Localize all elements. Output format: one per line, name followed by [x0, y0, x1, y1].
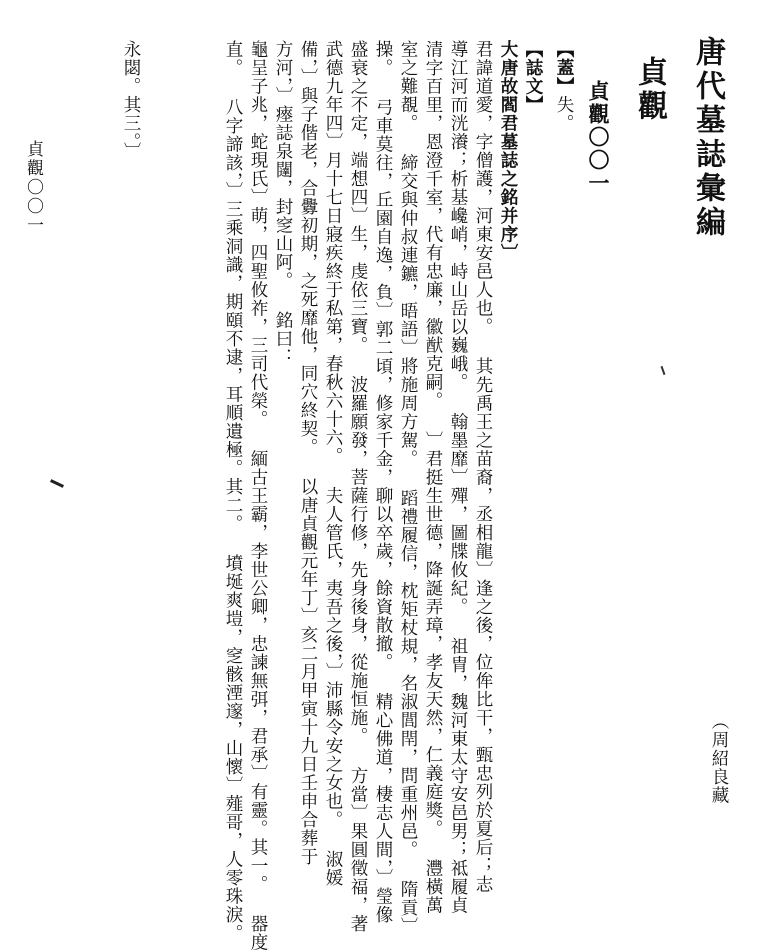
- lid-line: [555, 40, 573, 140]
- epitaph-line-6: 盛衰之不定，端想四〕生，虔依三寶。 波羅願發，菩薩行修，先身後身，從施恒施。 方當〕果圓徵福，著: [348, 40, 368, 933]
- epitaph-line-4: 室之難覩。 締交與仲叔連鑣，晤語〕將施周方駕。 蹈禮履信，枕矩杖規，名淑閭閈，問重州邑。 隋貢〕: [398, 40, 418, 936]
- epitaph-line-8: 備，〕與子偕老，合釁初期，之死靡他，同穴終契。 以唐貞觀元年丁〕亥二月甲寅十九日壬申合葬于: [298, 40, 318, 867]
- epitaph-line-5: 操。 弓車莫往，丘園自逸，負〕郭二頃，修家千金，聊以卒歲，餘資散撤。 精心佛道，棲志人間，〕瑩像: [373, 40, 393, 925]
- epitaph-line-2: 導江河而洸瀁；析基巉峭，峙山岳以巍峨。 翰墨靡〕殫，圖牒攸紀。 祖胄，魏河東太守安邑男；祗履貞: [448, 40, 468, 915]
- book-title: 唐代墓誌彙編: [690, 36, 725, 240]
- entry-code: 貞觀〇〇一: [586, 80, 611, 195]
- epitaph-line-3: 清字百里，恩澄千室，代有忠廉，徽猷克嗣。 〕君挺生世德，降誕弄璋，孝友天然，仁義庭獎。 灃橫萬: [423, 40, 443, 915]
- epitaph-line-1: 君諱道愛，字僧護，河東安邑人也。 其先禹王之苗裔，丞相龍〕逢之後，位侔比干，甄忠列於夏后；志: [473, 40, 493, 894]
- lid-tag: 【蓋】: [554, 40, 574, 96]
- scan-speck: [661, 366, 666, 375]
- epitaph-tag: 【誌文】: [523, 40, 543, 114]
- lid-text: 失。: [554, 95, 574, 133]
- era-title: 貞觀: [632, 56, 667, 124]
- inscription-line-1: 龜呈子兆，蛇現氏〕萌，四聖攸祚，三司代榮。 緬古王霸，李世公卿，忠諫無弭，君承〕有靈。其一。 器度: [248, 40, 268, 952]
- inscription-line-3: 永閟。其三。〕: [121, 40, 141, 161]
- collector-note: （周紹良藏: [709, 712, 729, 805]
- footer-page-code: 貞觀〇〇一: [23, 140, 43, 235]
- epitaph-line-7: 武德九年四〕月十七日寢疾終于私第，春秋六十六。 夫人管氏，夷吾之後，〕沛縣令安之女也。 淑媛: [323, 40, 343, 888]
- scan-speck: [50, 479, 64, 488]
- inscription-line-2: 直。 八字諦該，〕三乘洞識，期頤不逮，耳順遺極。其二。 墳埏爽塏，窆骸湮邃，山懷〕薤哥，人零珠淚。: [223, 40, 243, 943]
- epitaph-title: 大唐故閻君墓誌之銘并序〕: [498, 40, 518, 262]
- epitaph-line-9: 方河，〕瘞誌泉闥，封窆山阿。 銘曰：: [273, 40, 293, 367]
